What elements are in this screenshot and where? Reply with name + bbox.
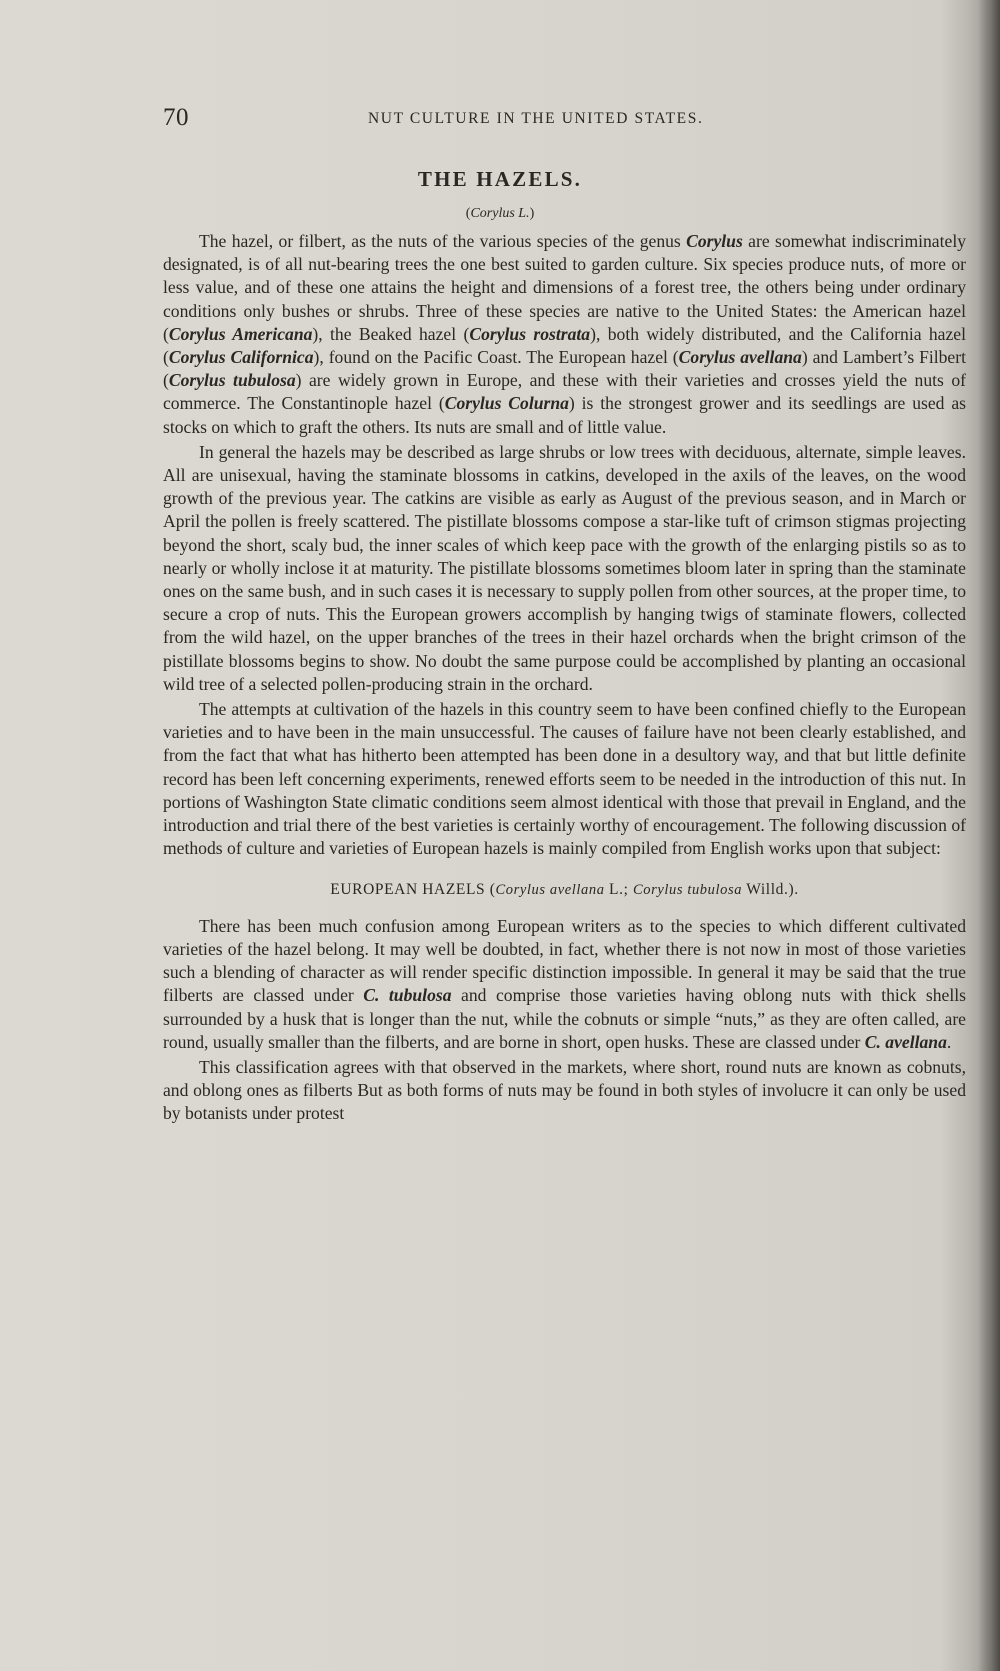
paragraph-4 (163, 915, 966, 1054)
subhead-label: EUROPEAN HAZELS ( (330, 881, 496, 899)
italic-run: Corylus Colurna (444, 393, 569, 414)
latin-close-paren: ) (529, 206, 535, 221)
subsection-heading (163, 878, 966, 902)
text-run: . (946, 1031, 952, 1052)
text-run: ) and Lambert’s Filbert ( (163, 347, 966, 391)
running-head (163, 104, 983, 134)
subhead-mid: L.; (604, 881, 633, 899)
italic-run: Corylus (686, 231, 743, 251)
italic-run: C. tubulosa (363, 985, 452, 1006)
paragraph-2 (163, 441, 966, 696)
latin-name-text: Corylus L. (470, 206, 530, 221)
subhead-end: Willd.). (742, 881, 799, 899)
text-run: ), found on the Pacific Coast. The European hazel ( (313, 347, 679, 368)
text-run: ), both widely distributed, and the California hazel ( (163, 323, 966, 368)
italic-run: Corylus tubulosa (168, 370, 296, 391)
body-text (163, 230, 966, 1126)
italic-run: Corylus avellana (678, 347, 802, 368)
page-number: 70 (163, 104, 189, 131)
subhead-species-1: Corylus avellana (495, 882, 605, 899)
text-run: The attempts at cultivation of the hazels in this country seem to have been confined chiefly to the European varieties and to have been in the main unsuccessful. The causes of failure have not been clearly established, and from the fact that what has hitherto been attempted has been done in a desultory way, and that but little definite record has been left concerning experiments, renewed efforts seem to be needed in the introduction of this nut. In portions of Washington State climatic conditions seem almost identical with those that prevail in England, and the introduction and trial there of the best varieties is certainly worthy of encouragement. The following discussion of methods of culture and varieties of European hazels is mainly compiled from English works upon that subject: (163, 699, 966, 859)
text-run: This classification agrees with that observed in the markets, where short, round nuts are known as cobnuts, and oblong ones as filberts But as both forms of nuts may be found in both styles of involucre it can only be used by botanists under protest (163, 1056, 966, 1124)
subhead-species-2: Corylus tubulosa (632, 882, 743, 899)
paragraph-3 (163, 698, 966, 860)
text-run: In general the hazels may be described as large shrubs or low trees with deciduous, alternate, simple leaves. All are unisexual, having the staminate blossoms in catkins, developed in the axils of the leaves, on the wood growth of the previous year. The catkins are visible as early as August of the previous season, and in March or April the pollen is freely scattered. The pistillate blossoms compose a star-like tuft of crimson stigmas projecting beyond the short, scaly bud, the inner scales of which keep pace with the growth of the enlarging pistils so as to nearly or wholly inclose it at maturity. The pistillate blossoms sometimes bloom later in spring than the staminate ones on the same bush, and in such cases it is necessary to supply pollen from other sources, at the proper time, to secure a crop of nuts. This the European growers accomplish by hanging twigs of staminate flowers, collected from the wild hazel, on the upper branches of the trees in their hazel orchards when the bright crimson of the pistillate blossoms begins to show. No doubt the same purpose could be accomplished by planting an occasional wild tree of a selected pollen-producing strain in the orchard. (163, 441, 966, 694)
section-latin-name (0, 206, 1000, 222)
text-run: The hazel, or filbert, as the nuts of the various species of the genus (199, 231, 687, 251)
text-run: ), the Beaked hazel ( (312, 323, 470, 344)
text-run: ) is the strongest grower and its seedlings are used as stocks on which to graft the others. Its nuts are small and of little value. (163, 393, 966, 437)
running-title: NUT CULTURE IN THE UNITED STATES. (368, 110, 704, 127)
text-run: ) are widely grown in Europe, and these with their varieties and crosses yield the nuts of commerce. The Constantinople hazel ( (163, 370, 966, 414)
italic-run: Corylus Californica (168, 347, 314, 368)
latin-open-paren: ( (465, 206, 471, 221)
paragraph-5 (163, 1056, 966, 1126)
page-edge-shadow (978, 0, 1000, 1671)
section-title: THE HAZELS. (417, 167, 583, 191)
italic-run: C. avellana (864, 1031, 947, 1052)
italic-run: Corylus Americana (168, 323, 313, 344)
text-run: are somewhat indiscriminately designated, is of all nut-bearing trees the one best suited to garden culture. Six species produce nuts, of more or less value, and of these one attains the height and dimensions of a forest tree, the others being under ordinary conditions only bushes or shrubs. Three of these species are native to the United States: the American hazel ( (163, 231, 967, 344)
text-run: and comprise those varieties having oblong nuts with thick shells surrounded by a husk that is longer than the nut, while the cobnuts or simple “nuts,” as they are often called, are round, usually smaller than the filberts, and are borne in short, open husks. These are classed under (163, 985, 966, 1052)
text-run: There has been much confusion among European writers as to the species to which different cultivated varieties of the hazel belong. It may well be doubted, in fact, whether there is not now in most of those varieties such a blending of character as will render specific distinction impossible. In general it may be said that the true filberts are classed under (163, 915, 966, 1006)
paragraph-1 (163, 230, 966, 439)
italic-run: Corylus rostrata (469, 323, 591, 344)
